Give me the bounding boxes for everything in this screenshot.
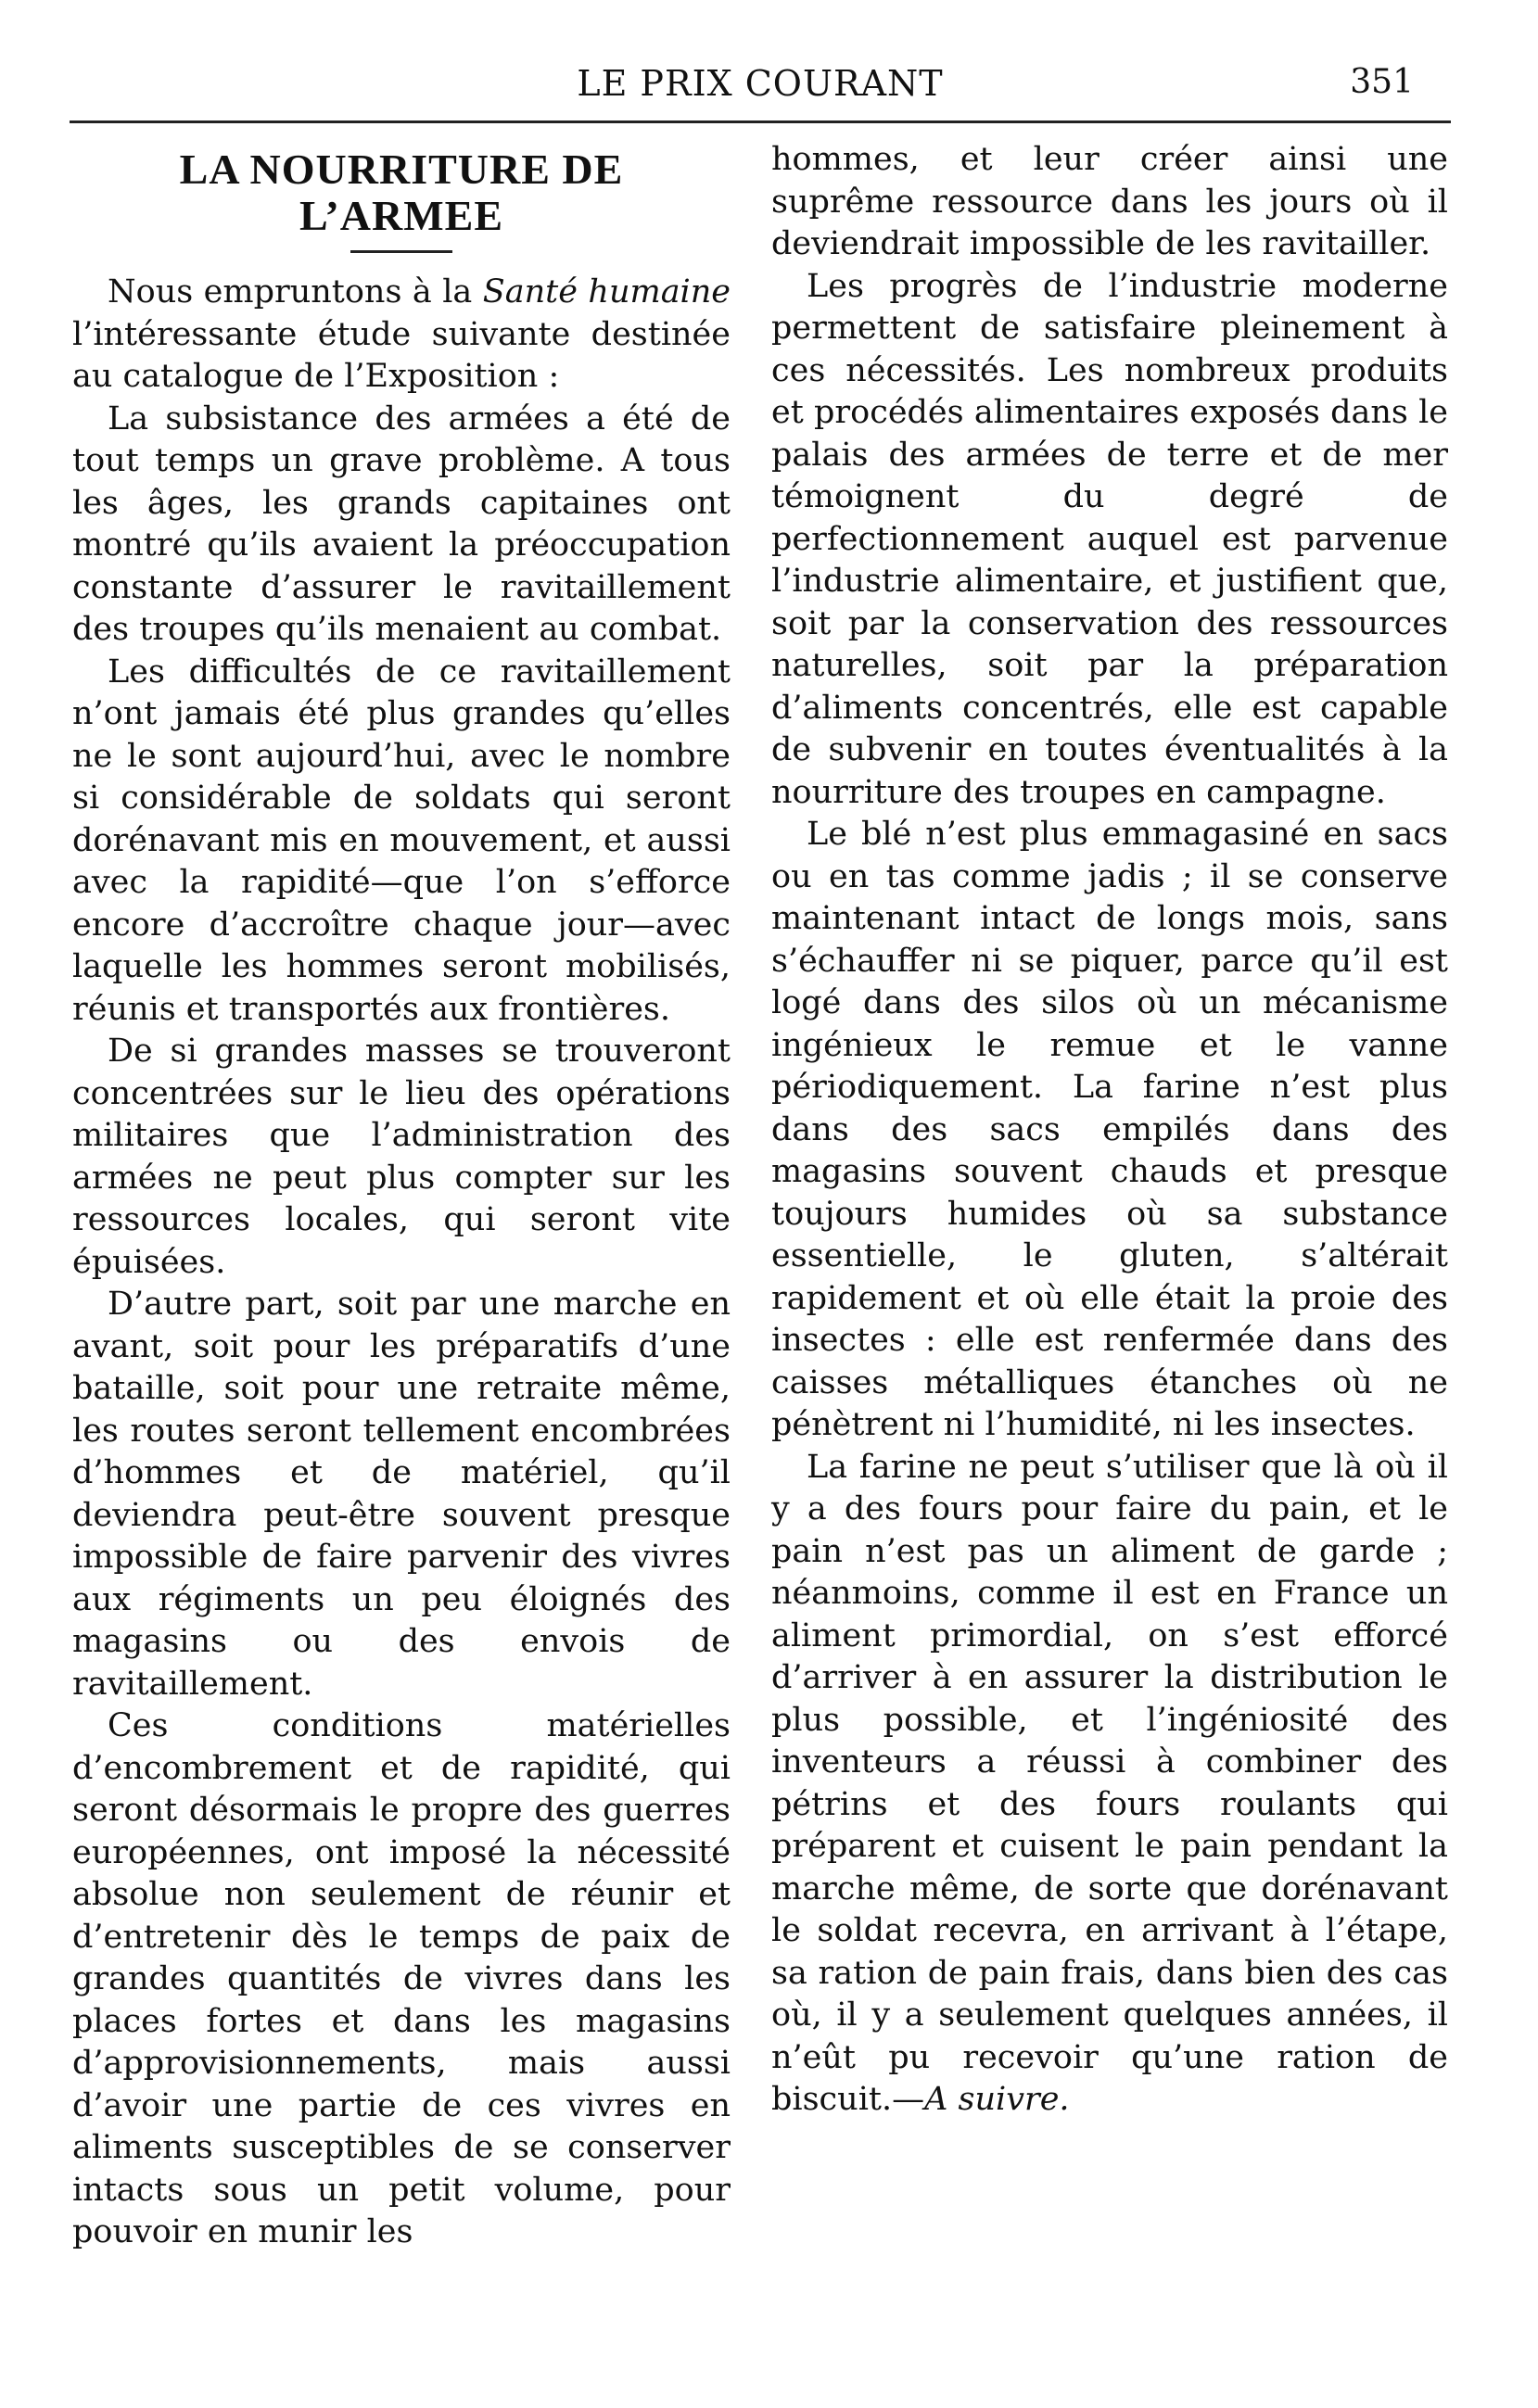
article-title: LA NOURRITURE DE L’ARMEE — [179, 146, 624, 239]
intro-prefix: Nous empruntons à la — [108, 273, 483, 311]
to-be-continued: A suivre. — [924, 2081, 1070, 2118]
intro-paragraph — [72, 272, 731, 399]
paragraph: De si grandes masses se trouveront concentrées sur le lieu des opérations militaires que l’administration des armées ne peut plus compter sur les ressources locales, qui seront vite épuisées. — [72, 1033, 731, 1281]
title-rule — [350, 250, 452, 253]
paragraph: La subsistance des armées a été de tout temps un grave problème. A tous les âges, les grands capitaines ont montré qu’ils avaient la préoccupation constante d’assurer le ravitaillement des troupes qu’ils menaient au combat. — [72, 399, 731, 648]
header-rule — [70, 120, 1451, 123]
intro-source: Santé humaine — [482, 273, 731, 311]
page-header — [70, 57, 1451, 111]
left-column — [72, 139, 731, 2254]
right-column — [771, 139, 1448, 2122]
journal-title: LE PRIX COURANT — [577, 63, 944, 104]
paragraph: D’autre part, soit par une marche en avant, soit pour les préparatifs d’une bataille, soit pour une retraite même, les routes seront tellement encombrées d’hommes et de matériel, qu’il deviendra peut-être souvent presque impossible de faire parvenir des vivres aux régiments un peu éloignés des magasins ou des envois de ravitaillement. — [72, 1286, 731, 1703]
intro-suffix: l’intéressante étude suivante destinée au catalogue de l’Exposition : — [72, 315, 731, 395]
page-number: 351 — [1350, 63, 1414, 101]
paragraph: Ces conditions matérielles d’encombrement et de rapidité, qui seront désormais le propre des guerres européennes, ont imposé la nécessité absolue non seulement de réunir et d’entretenir dès le temps de paix de grandes quantités de vivres dans les places fortes et dans les magasins d’approvisionnements, mais aussi d’avoir une partie de ces vivres en aliments susceptibles de se conserver intacts sous un petit volume, pour pouvoir en munir les — [72, 1707, 731, 2250]
final-paragraph — [771, 1447, 1448, 2122]
paragraph: Le blé n’est plus emmagasiné en sacs ou en tas comme jadis ; il se conserve maintenant intact de longs mois, sans s’échauffer ni se piquer, parce qu’il est logé dans des silos où un mécanisme ingénieux le remue et le vanne périodiquement. La farine n’est plus dans des sacs empilés dans des magasins souvent chauds et presque toujours humides où sa substance essentielle, le gluten, s’altérait rapidement et où elle était la proie des insectes : elle est renfermée dans des caisses métalliques étanches où ne pénètrent ni l’humidité, ni les insectes. — [771, 816, 1448, 1443]
paragraph: Les progrès de l’industrie moderne permettent de satisfaire pleinement à ces nécessités. Les nombreux produits et procédés alimentaires exposés dans le palais des armées de terre et de mer témoignent du degré de perfectionnement auquel est parvenue l’industrie alimentaire, et justifient que, soit par la conservation des ressources naturelles, soit par la préparation d’aliments concentrés, elle est capable de subvenir en toutes éventualités à la nourriture des troupes en campagne. — [771, 267, 1448, 811]
final-paragraph-text: La farine ne peut s’utiliser que là où il y a des fours pour faire du pain, et le pain n’est pas un aliment de garde ; néanmoins, comme il est en France un aliment primordial, on s’est efforcé d’arriver à en assurer la distribution le plus possible, et l’ingéniosité des inventeurs a réussi à combiner des pétrins et des fours roulants qui préparent et cuisent le pain pendant la marche même, de sorte que dorénavant le soldat recevra, en arrivant à l’étape, sa ration de pain frais, dans bien des cas où, il y a seulement quelques années, il n’eût pu recevoir qu’une ration de biscuit.— — [771, 1448, 1448, 2118]
continuation-paragraph: hommes, et leur créer ainsi une suprême ressource dans les jours où il deviendrait impossible de les ravitailler. — [771, 141, 1448, 262]
paragraph: Les difficultés de ce ravitaillement n’ont jamais été plus grandes qu’elles ne le sont aujourd’hui, avec le nombre si considérable de soldats qui seront dorénavant mis en mouvement, et aussi avec la rapidité—que l’on s’efforce encore d’accroître chaque jour—avec laquelle les hommes seront mobilisés, réunis et transportés aux frontières. — [72, 653, 731, 1028]
